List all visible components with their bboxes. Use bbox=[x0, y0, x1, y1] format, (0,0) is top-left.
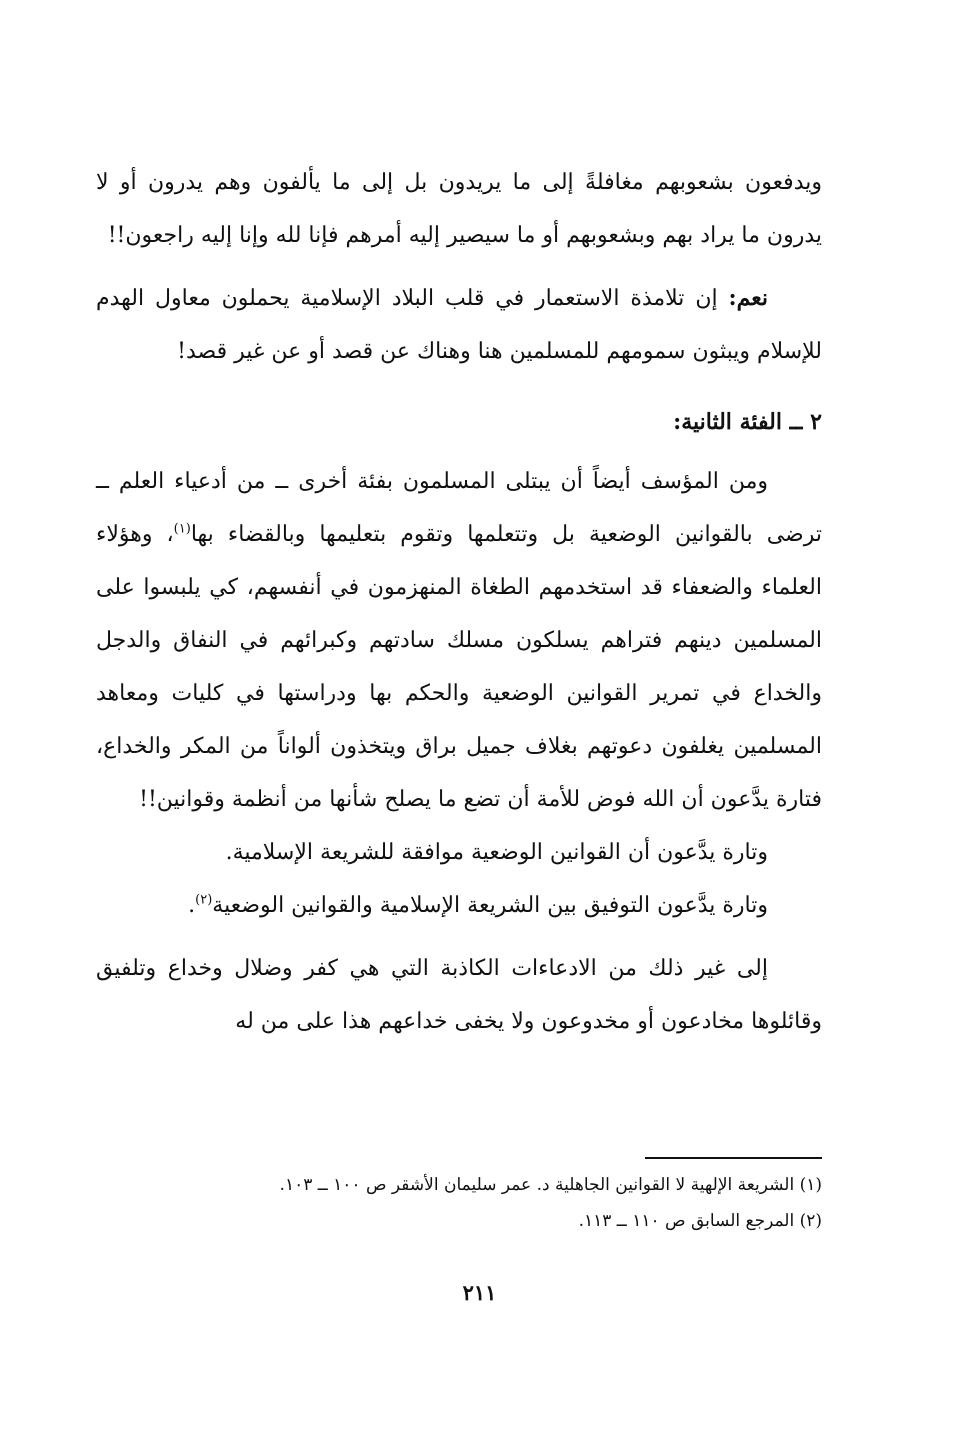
paragraph-6: إلى غير ذلك من الادعاءات الكاذبة التي هي كفر وضلال وخداع وتلفيق وقائلوها مخادعون أو مخدوعون ولا يخفى خداعهم هذا على من له bbox=[96, 956, 822, 1034]
footnote-divider bbox=[645, 1157, 822, 1159]
footnote-1: (١) الشريعة الإلهية لا القوانين الجاهلية د. عمر سليمان الأشقر ص ١٠٠ ــ ١٠٣. bbox=[279, 1175, 822, 1195]
paragraph-2-text: إن تلامذة الاستعمار في قلب البلاد الإسلامية يحملون معاول الهدم للإسلام ويبثون سمومهم للمسلمين هنا وهناك عن قصد أو عن غير قصد! bbox=[96, 286, 822, 364]
page-number: ٢١١ bbox=[462, 1280, 497, 1305]
paragraph-5-text: وتارة يدَّعون التوفيق بين الشريعة الإسلامية والقوانين الوضعية bbox=[212, 893, 768, 918]
paragraph-5 bbox=[96, 879, 822, 932]
paragraph-4: وتارة يدَّعون أن القوانين الوضعية موافقة للشريعة الإسلامية. bbox=[225, 840, 768, 865]
footnote-ref-2: (٢) bbox=[195, 892, 213, 908]
footnote-ref-1: (١) bbox=[173, 521, 191, 537]
paragraph-3-text-b: ، وهؤلاء العلماء والضعفاء قد استخدمهم الطغاة المنهزمون في أنفسهم، كي يلبسوا على المسلمين دينهم فتراهم يسلكون مسلك سادتهم وكبرائهم في النفاق والدجل والخداع في تمرير القوانين الوضعية والحكم بها ودراستها في كليات ومعاهد المسلمين يغلفون دعوتهم بغلاف جميل براق ويتخذون ألواناً من المكر والخداع، فتارة يدَّعون أن الله فوض للأمة أن تضع ما يصلح شأنها من أنظمة وقوانين!! bbox=[96, 522, 822, 812]
paragraph-1: ويدفعون بشعوبهم مغافلةً إلى ما يريدون بل إلى ما يألفون وهم يدرون أو لا يدرون ما يراد بهم وبشعوبهم أو ما سيصير إليه أمرهم فإنا لله وإنا إليه راجعون!! bbox=[96, 170, 822, 248]
paragraph-2 bbox=[96, 272, 822, 378]
footnotes bbox=[120, 1167, 822, 1239]
main-text bbox=[96, 156, 822, 1048]
paragraph-5-end: . bbox=[188, 893, 196, 918]
paragraph-3 bbox=[96, 455, 822, 826]
section-heading: ٢ ــ الفئة الثانية: bbox=[673, 409, 822, 435]
paragraph-3-text-a: ومن المؤسف أيضاً أن يبتلى المسلمون بفئة أخرى ــ من أدعياء العلم ــ ترضى بالقوانين الوضعية بل وتتعلمها وتقوم بتعليمها وبالقضاء بها bbox=[96, 469, 822, 547]
footnote-2: (٢) المرجع السابق ص ١١٠ ــ ١١٣. bbox=[578, 1211, 822, 1231]
paragraph-2-lead: نعم: bbox=[728, 285, 768, 311]
